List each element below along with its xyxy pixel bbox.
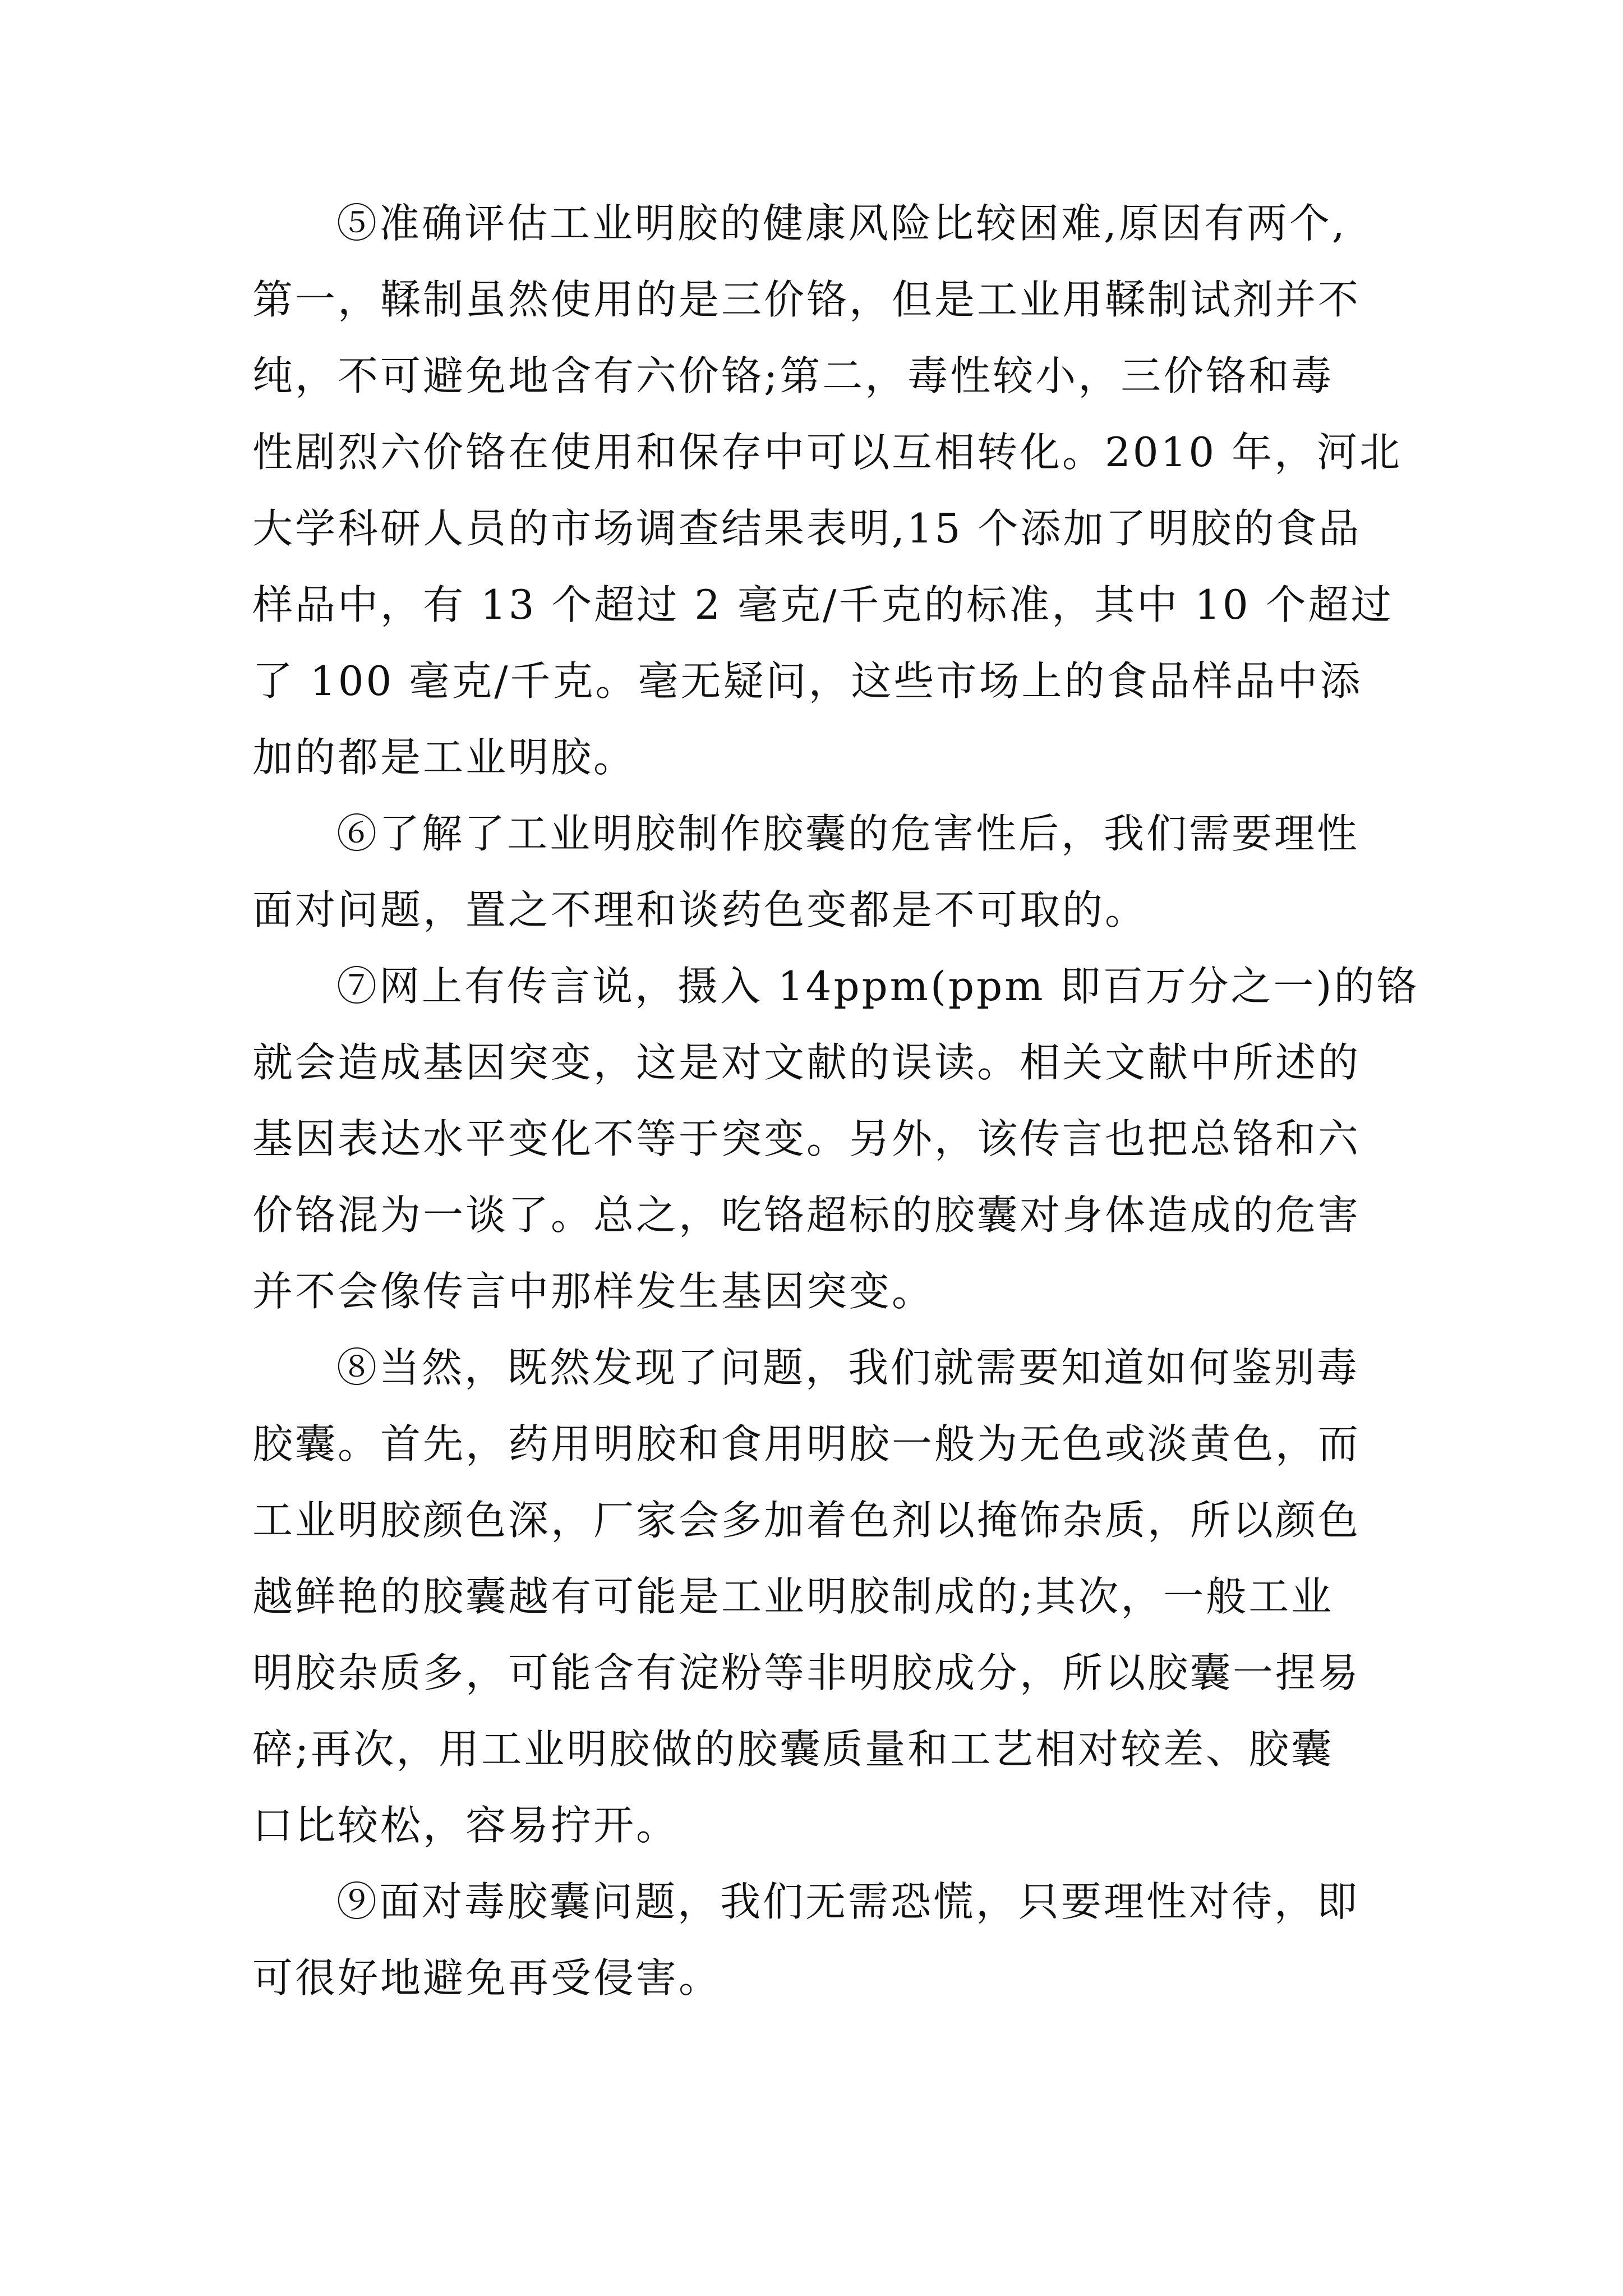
paragraph-5-line-4: 性剧烈六价铬在使用和保存中可以互相转化。2010 年，河北 bbox=[252, 429, 1403, 476]
paragraph-5-line-6: 样品中，有 13 个超过 2 毫克/千克的标准，其中 10 个超过 bbox=[252, 581, 1394, 628]
paragraph-6-line-1: ⑥了解了工业明胶制作胶囊的危害性后，我们需要理性 bbox=[336, 810, 1360, 857]
paragraph-9-line-2: 可很好地避免再受侵害。 bbox=[252, 1954, 722, 2001]
paragraph-5-line-8: 加的都是工业明胶。 bbox=[252, 734, 637, 781]
paragraph-7-line-4: 价铬混为一谈了。总之，吃铬超标的胶囊对身体造成的危害 bbox=[252, 1191, 1361, 1239]
paragraph-7-line-3: 基因表达水平变化不等于突变。另外，该传言也把总铬和六 bbox=[252, 1115, 1361, 1162]
paragraph-5-line-7: 了 100 毫克/千克。毫无疑问，这些市场上的食品样品中添 bbox=[252, 657, 1363, 705]
paragraph-9-line-1: ⑨面对毒胶囊问题，我们无需恐慌，只要理性对待，即 bbox=[336, 1878, 1360, 1925]
paragraph-6-line-2: 面对问题，置之不理和谈药色变都是不可取的。 bbox=[252, 886, 1148, 933]
paragraph-8-line-7: 口比较松，容易拧开。 bbox=[252, 1802, 679, 1849]
paragraph-7-line-2: 就会造成基因突变，这是对文献的误读。相关文献中所述的 bbox=[252, 1039, 1361, 1086]
paragraph-8-line-6: 碎;再次，用工业明胶做的胶囊质量和工艺相对较差、胶囊 bbox=[252, 1726, 1334, 1773]
paragraph-5-line-5: 大学科研人员的市场调查结果表明,15 个添加了明胶的食品 bbox=[252, 505, 1362, 552]
paragraph-7-line-1: ⑦网上有传言说，摄入 14ppm(ppm 即百万分之一)的铬 bbox=[336, 963, 1419, 1010]
paragraph-8-line-5: 明胶杂质多，可能含有淀粉等非明胶成分，所以胶囊一捏易 bbox=[252, 1649, 1361, 1696]
paragraph-8-line-2: 胶囊。首先，药用明胶和食用明胶一般为无色或淡黄色，而 bbox=[252, 1420, 1361, 1467]
paragraph-5-line-1: ⑤准确评估工业明胶的健康风险比较困难,原因有两个, bbox=[336, 200, 1347, 247]
paragraph-7-line-5: 并不会像传言中那样发生基因突变。 bbox=[252, 1268, 935, 1315]
paragraph-8-line-4: 越鲜艳的胶囊越有可能是工业明胶制成的;其次，一般工业 bbox=[252, 1573, 1334, 1620]
paragraph-8-line-1: ⑧当然，既然发现了问题，我们就需要知道如何鉴别毒 bbox=[336, 1344, 1360, 1391]
paragraph-5-line-2: 第一，鞣制虽然使用的是三价铬，但是工业用鞣制试剂并不 bbox=[252, 276, 1361, 323]
paragraph-8-line-3: 工业明胶颜色深，厂家会多加着色剂以掩饰杂质，所以颜色 bbox=[252, 1497, 1361, 1544]
paragraph-5-line-3: 纯，不可避免地含有六价铬;第二，毒性较小，三价铬和毒 bbox=[252, 352, 1334, 399]
